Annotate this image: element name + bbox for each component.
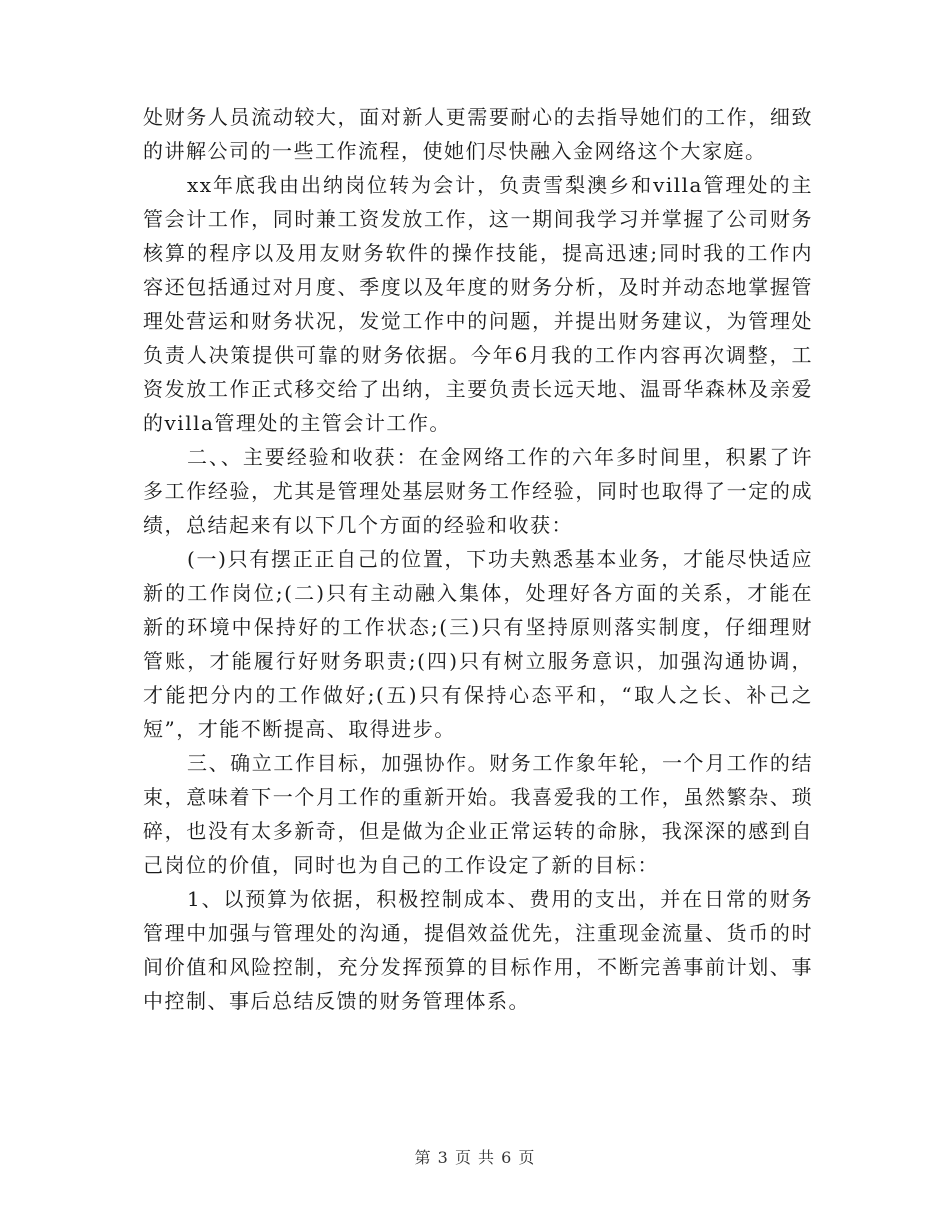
page-number-footer: 第 3 页 共 6 页 xyxy=(414,1148,536,1167)
paragraph-experience-heading: 二、、主要经验和收获：在金网络工作的六年多时间里，积累了许多工作经验，尤其是管理处基层财务工作经验，同时也取得了一定的成绩，总结起来有以下几个方面的经验和收获： xyxy=(143,445,813,537)
paragraph-experience-points: (一)只有摆正正自己的位置，下功夫熟悉基本业务，才能尽快适应新的工作岗位;(二)只有主动融入集体，处理好各方面的关系，才能在新的环境中保持好的工作状态;(三)只有坚持原则落实制度，仔细理财管账，才能履行好财务职责;(四)只有树立服务意识，加强沟通协调，才能把分内的工作做好;(五)只有保持心态平和，“取人之长、补己之短”，才能不断提高、取得进步。 xyxy=(143,547,813,741)
paragraph-continuation: 处财务人员流动较大，面对新人更需要耐心的去指导她们的工作，细致的讲解公司的一些工作流程，使她们尽快融入金网络这个大家庭。 xyxy=(143,105,813,163)
paragraph-goals-heading: 三、确立工作目标，加强协作。财务工作象年轮，一个月工作的结束，意味着下一个月工作的重新开始。我喜爱我的工作，虽然繁杂、琐碎，也没有太多新奇，但是做为企业正常运转的命脉，我深深的感到自己岗位的价值，同时也为自己的工作设定了新的目标： xyxy=(143,751,813,877)
paragraph-goal-1: 1、以预算为依据，积极控制成本、费用的支出，并在日常的财务管理中加强与管理处的沟通，提倡效益优先，注重现金流量、货币的时间价值和风险控制，充分发挥预算的目标作用，不断完善事前计划、事中控制、事后总结反馈的财务管理体系。 xyxy=(143,887,813,1013)
document-body xyxy=(143,100,813,1018)
paragraph-accounting-role: xx年底我由出纳岗位转为会计，负责雪梨澳乡和villa管理处的主管会计工作，同时兼工资发放工作，这一期间我学习并掌握了公司财务核算的程序以及用友财务软件的操作技能，提高迅速;同时我的工作内容还包括通过对月度、季度以及年度的财务分析，及时并动态地掌握管理处营运和财务状况，发觉工作中的问题，并提出财务建议，为管理处负责人决策提供可靠的财务依据。今年6月我的工作内容再次调整，工资发放工作正式移交给了出纳，主要负责长远天地、温哥华森林及亲爱的villa管理处的主管会计工作。 xyxy=(143,173,813,435)
